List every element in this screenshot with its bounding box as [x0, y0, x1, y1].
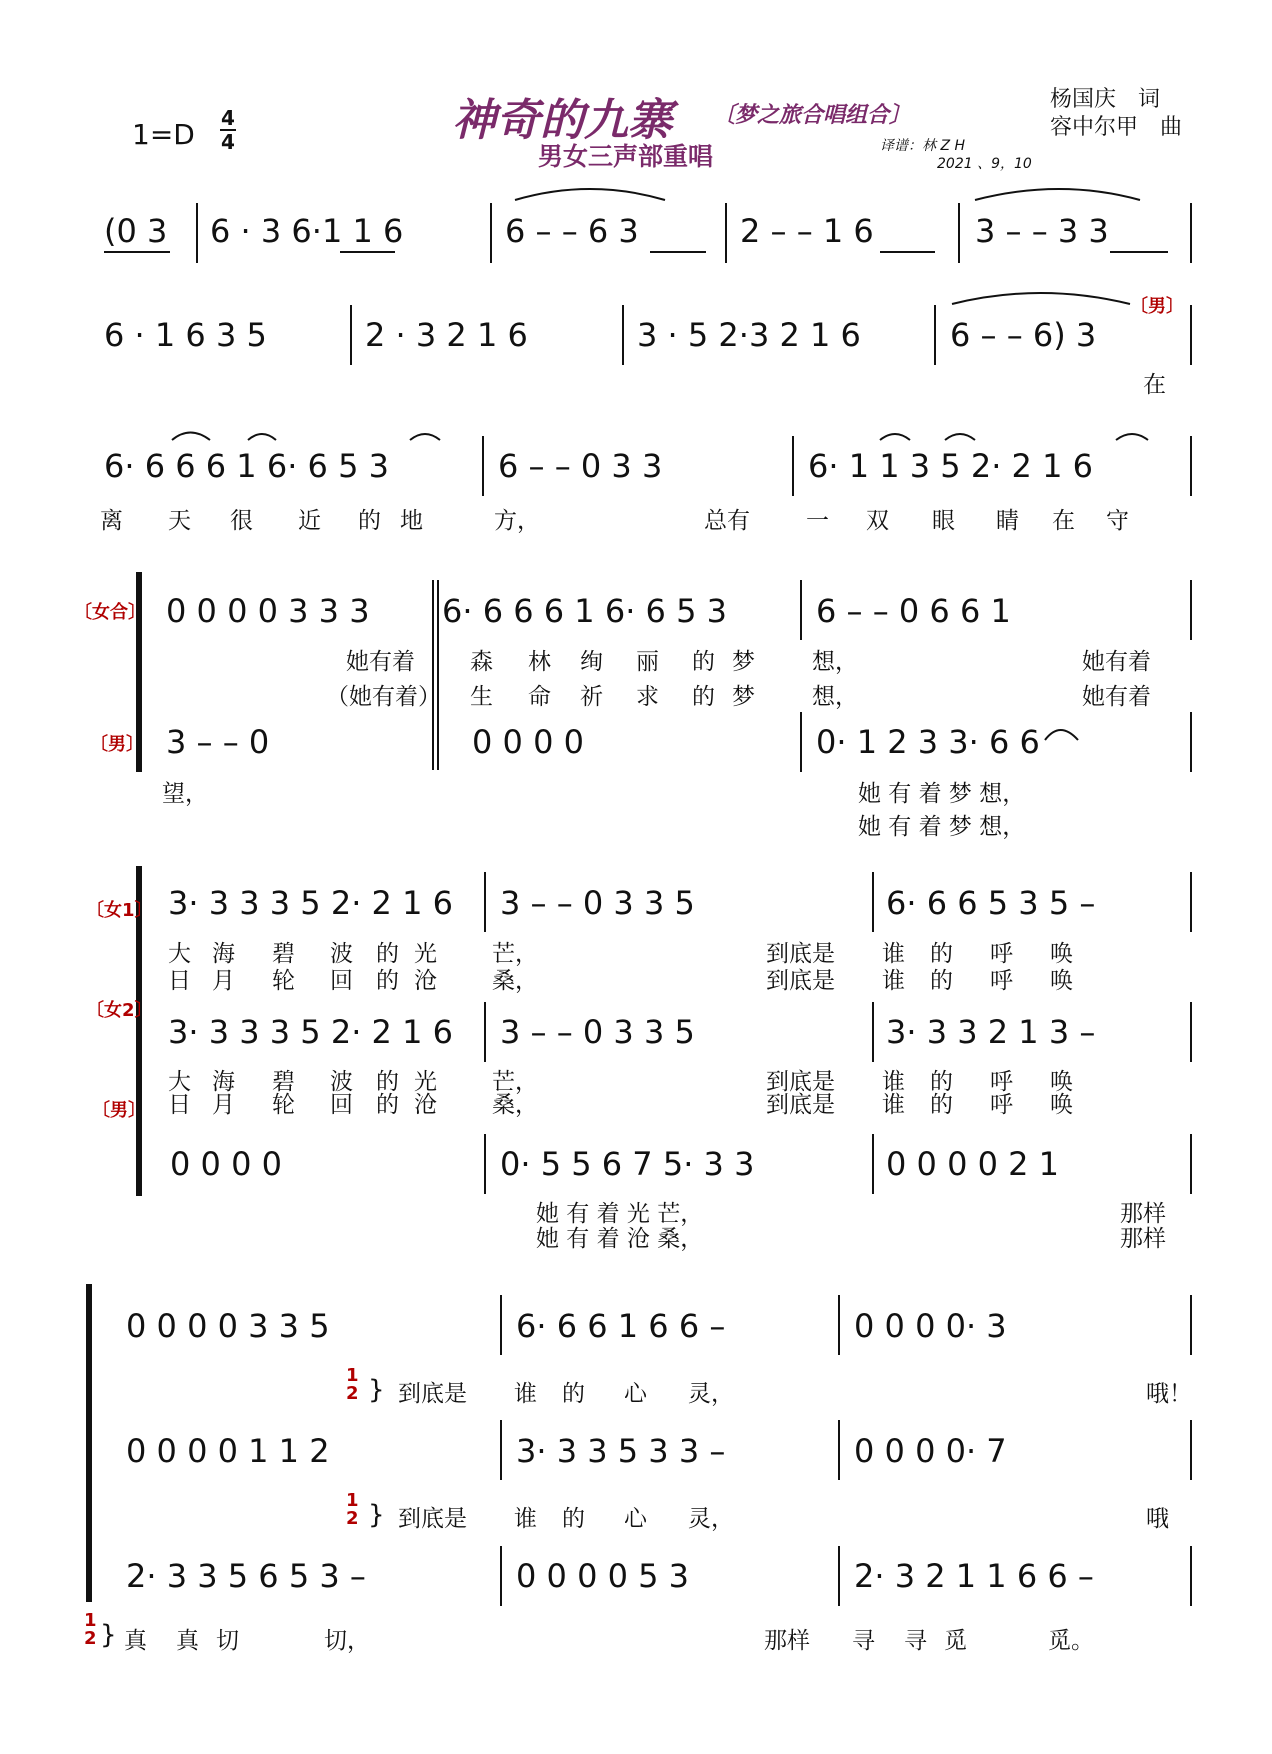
lyric: 大 [168, 1069, 191, 1095]
score-number: 0 0 0 0 [170, 1145, 282, 1183]
lyric: 丽 [636, 649, 659, 675]
lyric: 真 [124, 1628, 147, 1654]
slur [975, 189, 1140, 200]
lyric: 梦 [732, 684, 755, 710]
lyric: 她 有 着 沧 桑， [536, 1226, 704, 1252]
lyric: 在 [1143, 372, 1166, 398]
lyric: 那样 [764, 1628, 810, 1654]
lyric: 近 [298, 508, 321, 534]
lyric: 唤 [1050, 968, 1073, 994]
verse-number: 1 2 [84, 1610, 97, 1649]
verse-number: 1 2 [346, 1490, 359, 1529]
score-number: 3· 3 3 3 5 2· 2 1 6 [168, 1013, 453, 1051]
lyric: 光 [414, 1069, 437, 1095]
slur [515, 189, 665, 200]
lyric: 切， [324, 1628, 370, 1654]
score-number: 0 0 0 0 2 1 [886, 1145, 1060, 1183]
lyric: 唤 [1050, 941, 1073, 967]
part-label-male: 〔男〕 [90, 734, 144, 755]
lyric: 谁 [514, 1506, 537, 1532]
time-signature-bottom: 4 [221, 130, 235, 154]
slur [1045, 730, 1078, 740]
lyric: 天 [168, 508, 191, 534]
lyric: 那样 [1120, 1226, 1166, 1252]
lyric: 她 有 着 梦 想， [858, 814, 1026, 840]
lyric: 的 [930, 968, 953, 994]
lyric: 谁 [514, 1381, 537, 1407]
lyric: 海 [212, 1069, 235, 1095]
lyric: 呼 [990, 1092, 1013, 1118]
score-number: 3 – – 0 [166, 723, 270, 761]
lyric: 双 [866, 508, 889, 534]
lyric: 很 [230, 508, 253, 534]
slur [952, 293, 1130, 304]
part-label-female-1: 〔女1〕 [86, 900, 153, 921]
lyric: 森 [470, 649, 493, 675]
lyric: 到底是 [398, 1381, 467, 1407]
lyric: 的 [562, 1506, 585, 1532]
lyric: 回 [330, 968, 353, 994]
score-number: 0 0 0 0 3 3 3 [166, 592, 370, 630]
lyric: 到底是 [766, 968, 835, 994]
lyric: 她 有 着 梦 想， [858, 781, 1026, 807]
song-subtitle: 男女三声部重唱 [538, 142, 714, 171]
lyric: 林 [528, 649, 551, 675]
score-number: 3 – – 3 3 [975, 212, 1109, 250]
slur [410, 434, 440, 440]
lyric: （她有着） [326, 684, 441, 710]
lyric: 她有着 [1082, 684, 1151, 710]
score-number: 3 · 5 2·3 2 1 6 [637, 316, 861, 354]
lyric: 她 有 着 光 芒， [536, 1201, 704, 1227]
lyric: 海 [212, 941, 235, 967]
score-number: 6 · 1 6 3 5 [104, 316, 267, 354]
arranger-credit: 译谱：林 Z H [880, 138, 966, 154]
song-title: 神奇的九寨 [452, 95, 672, 146]
part-label-male: 〔男〕 [92, 1100, 146, 1121]
slur [880, 434, 910, 440]
score-number: 2 · 3 2 1 6 [365, 316, 528, 354]
score-number: 6· 6 6 6 1 6· 6 5 3 [104, 447, 389, 485]
lyric: 那样 [1120, 1201, 1166, 1227]
lyric: 的 [930, 941, 953, 967]
score-number: 6 – – 6 3 [505, 212, 639, 250]
lyric: 桑， [492, 1092, 538, 1118]
lyric: 方， [494, 508, 540, 534]
lyric: 唤 [1050, 1069, 1073, 1095]
lyric: 波 [330, 1069, 353, 1095]
lyric: 轮 [272, 968, 295, 994]
part-label-male: 〔男〕 [1130, 296, 1184, 317]
score-number: 0· 5 5 6 7 5· 3 3 [500, 1145, 755, 1183]
lyric: 切 [216, 1628, 239, 1654]
lyric: 寻 [904, 1628, 927, 1654]
lyric: 到底是 [766, 941, 835, 967]
verse-bracket: } [368, 1375, 385, 1405]
verse-bracket: } [368, 1500, 385, 1530]
verse-bracket: } [100, 1620, 117, 1650]
lyric: 谁 [882, 941, 905, 967]
score-number: 3 – – 0 3 3 5 [500, 1013, 695, 1051]
score-number: 0 0 0 0 [472, 723, 584, 761]
lyric: 轮 [272, 1092, 295, 1118]
lyric: 沧 [414, 968, 437, 994]
lyric: 的 [692, 684, 715, 710]
score-number: 2· 3 2 1 1 6 6 – [854, 1557, 1094, 1595]
score-number: 3· 3 3 5 3 3 – [516, 1432, 726, 1470]
lyric: 到底是 [766, 1069, 835, 1095]
lyric: 芒， [492, 941, 538, 967]
lyric: 觅。 [1048, 1628, 1094, 1654]
lyric: 的 [930, 1069, 953, 1095]
score-number: 0· 1 2 3 3· 6 6 [816, 723, 1040, 761]
score-number: 0 0 0 0 5 3 [516, 1557, 690, 1595]
lyric: 灵， [688, 1506, 734, 1532]
lyric: 眼 [932, 508, 955, 534]
lyric: 一 [806, 508, 829, 534]
part-label-female-2: 〔女2〕 [86, 1000, 153, 1021]
lyric: 命 [528, 684, 551, 710]
lyric: 波 [330, 941, 353, 967]
lyric: 绚 [580, 649, 603, 675]
lyric: 谁 [882, 1092, 905, 1118]
score-number: 3· 3 3 2 1 3 – [886, 1013, 1096, 1051]
lyric: 觅 [944, 1628, 967, 1654]
lyric: 总有 [704, 508, 750, 534]
score-number: (0 3 [104, 212, 168, 250]
lyric: 她有着 [1082, 649, 1151, 675]
lyric: 的 [930, 1092, 953, 1118]
lyric: 月 [212, 968, 235, 994]
lyric: 日 [168, 968, 191, 994]
lyric: 睛 [996, 508, 1019, 534]
lyric: 的 [692, 649, 715, 675]
lyric: 光 [414, 941, 437, 967]
key-signature: 1=D [132, 118, 195, 151]
lyric: 地 [400, 508, 423, 534]
lyric: 唤 [1050, 1092, 1073, 1118]
lyric: 沧 [414, 1092, 437, 1118]
lyric: 离 [100, 508, 123, 534]
lyric: 哦 [1146, 1506, 1169, 1532]
lyric: 呼 [990, 968, 1013, 994]
time-signature-top: 4 [221, 106, 235, 130]
lyric: 的 [358, 508, 381, 534]
score-number: 6 – – 0 3 3 [498, 447, 663, 485]
score-number: 3· 3 3 3 5 2· 2 1 6 [168, 884, 453, 922]
lyric: 月 [212, 1092, 235, 1118]
lyric: 寻 [852, 1628, 875, 1654]
lyric: 谁 [882, 968, 905, 994]
lyric: 呼 [990, 1069, 1013, 1095]
score-number: 0 0 0 0 3 3 5 [126, 1307, 330, 1345]
lyric: 桑， [492, 968, 538, 994]
score-number: 0 0 0 0 1 1 2 [126, 1432, 330, 1470]
lyric: 碧 [272, 941, 295, 967]
part-label-female-choir: 〔女合〕 [74, 602, 146, 623]
lyric: 望， [162, 781, 208, 807]
score-number: 0 0 0 0· 3 [854, 1307, 1007, 1345]
lyric: 芒， [492, 1069, 538, 1095]
lyric: 回 [330, 1092, 353, 1118]
lyric: 祈 [580, 684, 603, 710]
score-number: 6 · 3 6·1 1 6 [210, 212, 404, 250]
lyric: 梦 [732, 649, 755, 675]
lyric: 呼 [990, 941, 1013, 967]
slur [1116, 434, 1148, 440]
lyric: 灵， [688, 1381, 734, 1407]
slur [248, 434, 276, 440]
slur [172, 433, 210, 441]
score-number: 6· 6 6 5 3 5 – [886, 884, 1096, 922]
verse-number: 1 2 [346, 1365, 359, 1404]
lyric: 生 [470, 684, 493, 710]
lyric: 求 [636, 684, 659, 710]
lyric: 真 [176, 1628, 199, 1654]
lyric: 大 [168, 941, 191, 967]
lyric: 心 [624, 1506, 647, 1532]
lyric: 到底是 [766, 1092, 835, 1118]
lyric: 的 [376, 941, 399, 967]
lyric: 的 [376, 1092, 399, 1118]
score-number: 6· 6 6 1 6 6 – [516, 1307, 726, 1345]
slur [945, 434, 975, 440]
lyric: 在 [1052, 508, 1075, 534]
lyric: 心 [624, 1381, 647, 1407]
lyric: 碧 [272, 1069, 295, 1095]
score-number: 6 – – 6) 3 [950, 316, 1097, 354]
score-number: 3 – – 0 3 3 5 [500, 884, 695, 922]
ensemble-name: 〔梦之旅合唱组合〕 [713, 103, 912, 128]
lyric: 的 [376, 968, 399, 994]
lyric: 的 [376, 1069, 399, 1095]
lyric: 谁 [882, 1069, 905, 1095]
lyric: 哦！ [1146, 1381, 1192, 1407]
score-number: 0 0 0 0· 7 [854, 1432, 1007, 1470]
lyric: 守 [1106, 508, 1129, 534]
lyric: 她有着 [346, 649, 415, 675]
lyric: 日 [168, 1092, 191, 1118]
score-number: 6· 6 6 6 1 6· 6 5 3 [442, 592, 727, 630]
score-number: 6· 1 1 3 5 2· 2 1 6 [808, 447, 1093, 485]
lyricist-credit: 杨国庆 词 [1050, 87, 1161, 112]
composer-credit: 容中尔甲 曲 [1050, 115, 1183, 140]
lyric: 的 [562, 1381, 585, 1407]
lyric: 想， [812, 649, 858, 675]
lyric: 到底是 [398, 1506, 467, 1532]
lyric: 想， [812, 684, 858, 710]
arranger-date: 2021 、9，10 [937, 156, 1032, 172]
score-number: 6 – – 0 6 6 1 [816, 592, 1011, 630]
score-number: 2 – – 1 6 [740, 212, 874, 250]
score-number: 2· 3 3 5 6 5 3 – [126, 1557, 366, 1595]
